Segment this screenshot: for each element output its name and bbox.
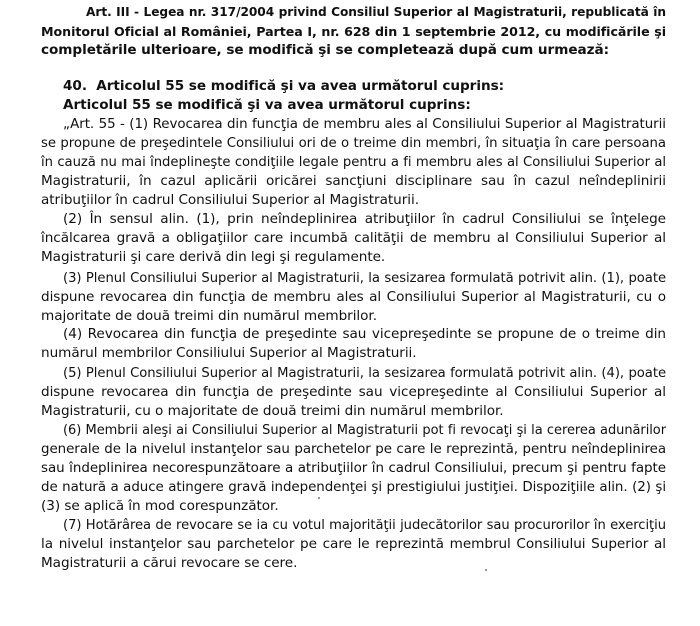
body-line: (2) În sensul alin. (1), prin neîndeplinirea atribuţiilor în cadrul Consiliului se înţelege bbox=[63, 211, 666, 227]
body-line: Magistraturii, cu o majoritate de două treimi din numărul membrilor. bbox=[41, 403, 504, 419]
body-line: încălcarea gravă a obligaţiilor care incumbă calităţii de membru al Consiliului Superior al bbox=[41, 230, 666, 246]
intro-line: completările ulterioare, se modifică şi se completează după cum urmează: bbox=[41, 42, 609, 58]
body-line: dispune revocarea din funcţia de preşedinte sau vicepreşedinte al Consiliului Superior al bbox=[41, 384, 666, 400]
scan-speck bbox=[485, 569, 487, 571]
body-line: în cauză nu mai îndeplineşte condiţiile legale pentru a fi membru ales al Consiliului Superior al bbox=[41, 155, 666, 170]
body-line: generale de la nivelul instanţelor sau parchetelor pe care le reprezintă, pentru neîndeplinirea bbox=[41, 442, 666, 457]
scan-speck bbox=[318, 497, 320, 499]
article-heading: Articolul 55 se modifică şi va avea următorul cuprins: bbox=[63, 97, 471, 113]
body-line: (5) Plenul Consiliului Superior al Magistraturii, la sesizarea formulată potrivit alin. (4), poate bbox=[63, 366, 666, 381]
body-line: numărul membrilor Consiliului Superior al Magistraturii. bbox=[41, 345, 417, 361]
body-line: Magistraturii, în cazul aplicării oricărei sancţiuni disciplinare sau în cazul neîndeplinirii bbox=[41, 173, 666, 189]
body-line: atribuţiilor în cadrul Consiliului Superior al Magistraturii. bbox=[41, 192, 419, 208]
body-line: Magistraturii şi care derivă din legi şi regulamente. bbox=[41, 249, 386, 265]
body-line: (4) Revocarea din funcţia de preşedinte sau vicepreşedinte se propune de o treime din bbox=[63, 326, 666, 342]
body-line: (7) Hotărârea de revocare se ia cu votul majorităţii judecătorilor sau procurorilor în exerciţiu bbox=[63, 518, 666, 533]
body-line: dispune revocarea din funcţia de membru ales al Consiliului Superior al Magistraturii, cu o bbox=[41, 289, 666, 305]
body-line: (3) Plenul Consiliului Superior al Magistraturii, la sesizarea formulată potrivit alin. (1), poate bbox=[63, 271, 666, 286]
body-line: Magistraturii a cărui revocare se cere. bbox=[41, 555, 298, 571]
body-line: la nivelul instanţelor sau parchetelor pe care le reprezintă membrul Consiliului Superior al bbox=[41, 536, 666, 552]
intro-line: Monitorul Oficial al României, Partea I, nr. 628 din 1 septembrie 2012, cu modificările şi bbox=[41, 24, 666, 39]
body-line: „Art. 55 - (1) Revocarea din funcţia de membru ales al Consiliului Superior al Magistraturii bbox=[63, 117, 666, 132]
body-line: sau îndeplinirea necorespunzătoare a atribuţiilor în cadrul Consiliului, precum şi pentru fapte bbox=[41, 461, 666, 476]
amendment-heading: 40. Articolul 55 se modifică şi va avea următorul cuprins: bbox=[63, 78, 505, 94]
body-line: (3) se aplică în mod corespunzător. bbox=[41, 498, 279, 514]
body-line: majoritate de două treimi din numărul membrilor. bbox=[41, 308, 377, 324]
intro-line: Art. III - Legea nr. 317/2004 privind Consiliul Superior al Magistraturii, republicată în bbox=[86, 5, 666, 19]
body-line: (6) Membrii aleşi ai Consiliului Superior al Magistraturii pot fi revocaţi şi la cererea adunărilor bbox=[63, 423, 666, 438]
body-line: de natură a aduce atingere gravă independenţei şi prestigiului justiţiei. Dispoziţiile alin. (2) şi bbox=[41, 480, 666, 495]
body-line: se propune de preşedintele Consiliului ori de o treime din membri, în situaţia în care persoana bbox=[41, 136, 666, 151]
